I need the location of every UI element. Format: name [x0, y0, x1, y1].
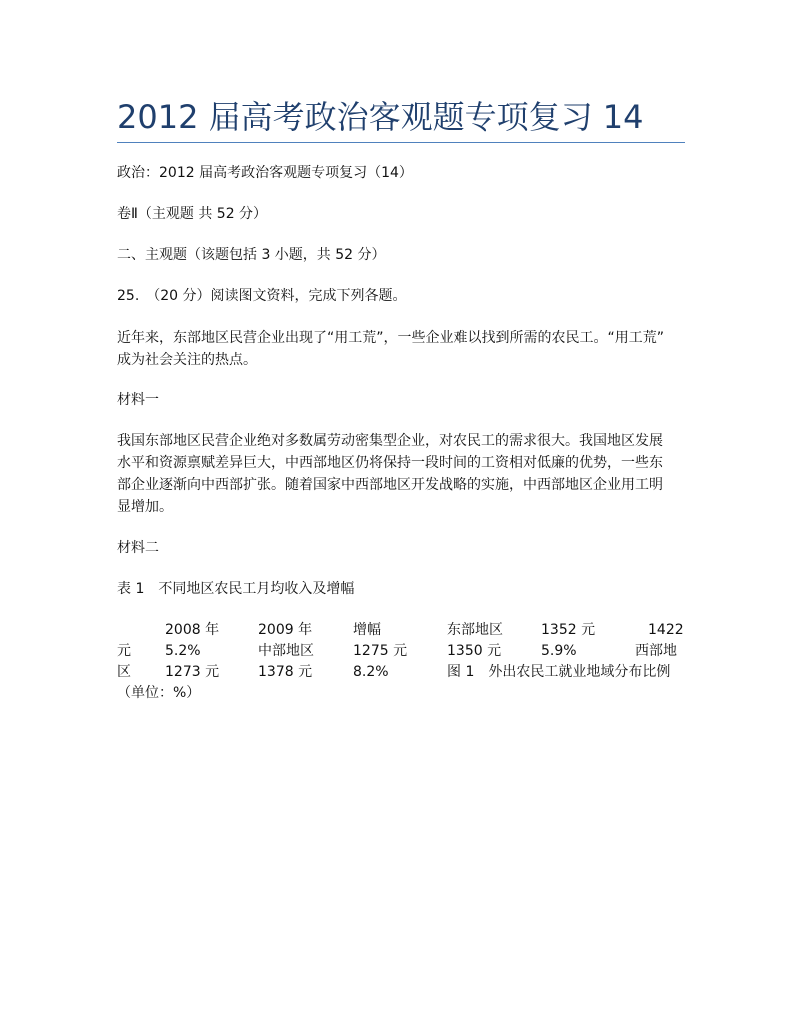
table-cell: 5.2% [165, 643, 201, 659]
table-caption: 表 1 不同地区农民工月均收入及增幅 [117, 581, 355, 597]
title-underline [117, 142, 685, 143]
table-cell: 1422 [648, 622, 684, 638]
section-heading: 二、主观题（该题包括 3 小题，共 52 分） [117, 247, 386, 263]
intro-line-2: 成为社会关注的热点。 [117, 352, 257, 368]
table-cell: 1275 元 [353, 643, 408, 659]
table-cell: 1350 元 [447, 643, 502, 659]
material2-heading: 材料二 [117, 540, 159, 556]
material1-line-2: 水平和资源禀赋差异巨大，中西部地区仍将保持一段时间的工资相对低廉的优势，一些东 [117, 455, 663, 471]
table-cell: 东部地区 [447, 622, 503, 638]
table-cell: 8.2% [353, 664, 389, 680]
material1-line-1: 我国东部地区民营企业绝对多数属劳动密集型企业，对农民工的需求很大。我国地区发展 [117, 433, 663, 449]
table-cell: 2008 年 [165, 622, 220, 638]
table-cell: 中部地区 [258, 643, 314, 659]
figure-caption: 图 1 外出农民工就业地域分布比例 [447, 664, 671, 680]
table-cell: 区 [117, 664, 131, 680]
table-cell: 1378 元 [258, 664, 313, 680]
material1-line-4: 显增加。 [117, 499, 173, 515]
table-cell: 5.9% [541, 643, 577, 659]
question-text: 25. （20 分）阅读图文资料，完成下列各题。 [117, 288, 407, 304]
subtitle: 政治：2012 届高考政治客观题专项复习（14） [117, 165, 413, 181]
table-cell: 1273 元 [165, 664, 220, 680]
page-title: 2012 届高考政治客观题专项复习 14 [117, 98, 644, 136]
material1-heading: 材料一 [117, 392, 159, 408]
table-cell: （单位：%） [117, 685, 201, 701]
table-cell: 2009 年 [258, 622, 313, 638]
table-cell: 1352 元 [541, 622, 596, 638]
intro-line-1: 近年来，东部地区民营企业出现了“用工荒”，一些企业难以找到所需的农民工。“用工荒” [117, 330, 665, 346]
volume-heading: 卷Ⅱ（主观题 共 52 分） [117, 206, 268, 222]
material1-line-3: 部企业逐渐向中西部扩张。随着国家中西部地区开发战略的实施，中西部地区企业用工明 [117, 477, 663, 493]
table-cell: 元 [117, 643, 131, 659]
table-cell: 西部地 [635, 643, 677, 659]
table-cell: 增幅 [353, 622, 381, 638]
